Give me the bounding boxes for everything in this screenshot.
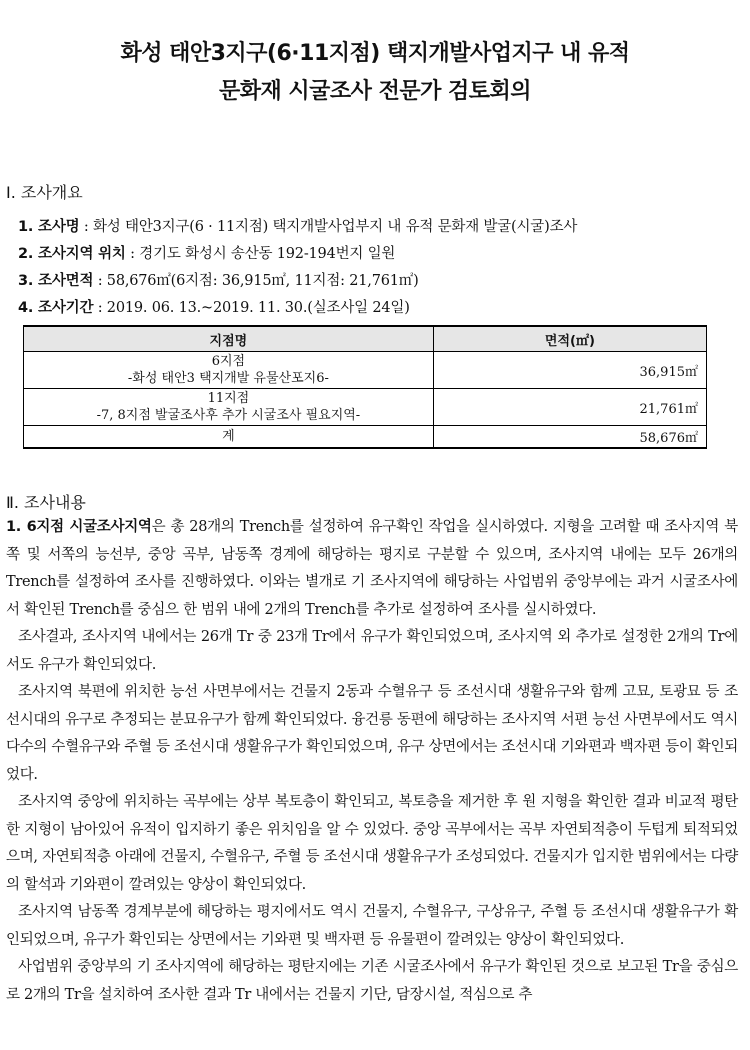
paragraph: 조사지역 남동쪽 경계부분에 해당하는 평지에서도 역시 건물지, 수혈유구, 구상유구, 주혈 등 조선시대 생활유구가 확인되었으며, 유구가 확인되는 상면에서는 기와편 및 백자편 등 유물편이 깔려있는 양상이 확인되었다. (6, 904, 738, 948)
site-area-cell: 36,915㎡ (433, 352, 706, 389)
paragraph-lead: 1. 6지점 시굴조사지역 (6, 519, 152, 535)
section-heading-overview: Ⅰ. 조사개요 (6, 183, 83, 202)
overview-item-area (18, 269, 419, 290)
paragraph: 조사지역 중앙에 위치하는 곡부에는 상부 복토층이 확인되고, 복토층을 제거한 후 원 지형을 확인한 결과 비교적 평탄한 지형이 남아있어 유적이 입지하기 좋은 위치임을 알 수 있었다. 중앙 곡부에서는 곡부 자연퇴적층이 두텁게 퇴적되었으며, 자연퇴적층 아래에 건물지, 수혈유구, 주혈 등 조선시대 생활유구가 조성되었다. 건물지가 입지한 범위에서는 다량의 할석과 기와편이 깔려있는 양상이 확인되었다. (6, 794, 738, 893)
overview-value: 화성 태안3지구(6 · 11지점) 택지개발사업부지 내 유적 문화재 발굴(시굴)조사 (92, 219, 578, 235)
site-name-cell (24, 389, 434, 426)
table-row (24, 352, 707, 389)
total-label-cell: 계 (24, 426, 434, 449)
overview-sep: : (93, 300, 107, 316)
overview-label: 4. 조사기간 (18, 300, 94, 316)
overview-item-name (18, 215, 577, 236)
overview-sep: : (79, 219, 93, 235)
contents-body (6, 514, 738, 1009)
overview-value: 2019. 06. 13.~2019. 11. 30.(실조사일 24일) (106, 300, 410, 316)
site-description: -7, 8지점 발굴조사후 추가 시굴조사 필요지역- (96, 408, 361, 423)
site-name: 11지점 (207, 391, 250, 406)
document-title-line2: 문화재 시굴조사 전문가 검토회의 (218, 79, 531, 104)
site-name-cell (24, 352, 434, 389)
overview-item-period (18, 296, 410, 317)
site-name: 6지점 (211, 354, 246, 369)
paragraph (6, 514, 738, 624)
document-title-line1: 화성 태안3지구(6·11지점) 택지개발사업지구 내 유적 (120, 41, 630, 66)
overview-sep: : (125, 246, 140, 262)
overview-value: 58,676㎡(6지점: 36,915㎡, 11지점: 21,761㎡) (106, 273, 419, 289)
column-header-area: 면적(㎡) (433, 326, 706, 352)
section-heading-contents: Ⅱ. 조사내용 (6, 493, 86, 512)
site-area-table (23, 325, 707, 449)
overview-item-location (18, 242, 395, 263)
paragraph: 사업범위 중앙부의 기 조사지역에 해당하는 평탄지에는 기존 시굴조사에서 유구가 확인된 것으로 보고된 Tr을 중심으로 2개의 Tr을 설치하여 조사한 결과 Tr 내에서는 건물지 기단, 담장시설, 적심으로 추 (6, 959, 738, 1003)
column-header-site: 지점명 (24, 326, 434, 352)
site-description: -화성 태안3 택지개발 유물산포지6- (127, 371, 329, 386)
overview-sep: : (93, 273, 107, 289)
table-row (24, 389, 707, 426)
paragraph-text: 은 총 28개의 Trench를 설정하여 유구확인 작업을 실시하였다. 지형을 고려할 때 조사지역 북쪽 및 서쪽의 능선부, 중앙 곡부, 남동쪽 경계에 해당하는 평지로 구분할 수 있으며, 조사지역 내에는 모두 26개의 Trench를 설정하여 조사를 진행하였다. 이와는 별개로 기 조사지역에 해당하는 사업범위 중앙부에는 과거 시굴조사에서 확인된 Trench를 중심으 한 범위 내에 2개의 Trench를 추가로 설정하여 조사를 실시하였다. (6, 519, 738, 618)
total-area-cell: 58,676㎡ (433, 426, 706, 449)
overview-label: 2. 조사지역 위치 (18, 246, 126, 262)
table-header-row (24, 326, 707, 352)
overview-label: 1. 조사명 (18, 219, 80, 235)
paragraph: 조사결과, 조사지역 내에서는 26개 Tr 중 23개 Tr에서 유구가 확인되었으며, 조사지역 외 추가로 설정한 2개의 Tr에서도 유구가 확인되었다. (6, 629, 738, 673)
overview-value: 경기도 화성시 송산동 192-194번지 일원 (139, 246, 396, 262)
paragraph: 조사지역 북편에 위치한 능선 사면부에서는 건물지 2동과 수혈유구 등 조선시대 생활유구와 함께 고묘, 토광묘 등 조선시대의 유구로 추정되는 분묘유구가 함께 확인되었다. 융건릉 동편에 해당하는 조사지역 서편 능선 사면부에서도 역시 다수의 수혈유구와 주혈 등 조선시대 생활유구가 확인되었으며, 유구 상면에서는 조선시대 기와편과 백자편 등이 확인되었다. (6, 684, 738, 783)
overview-label: 3. 조사면적 (18, 273, 94, 289)
table-total-row (24, 426, 707, 449)
site-area-cell: 21,761㎡ (433, 389, 706, 426)
